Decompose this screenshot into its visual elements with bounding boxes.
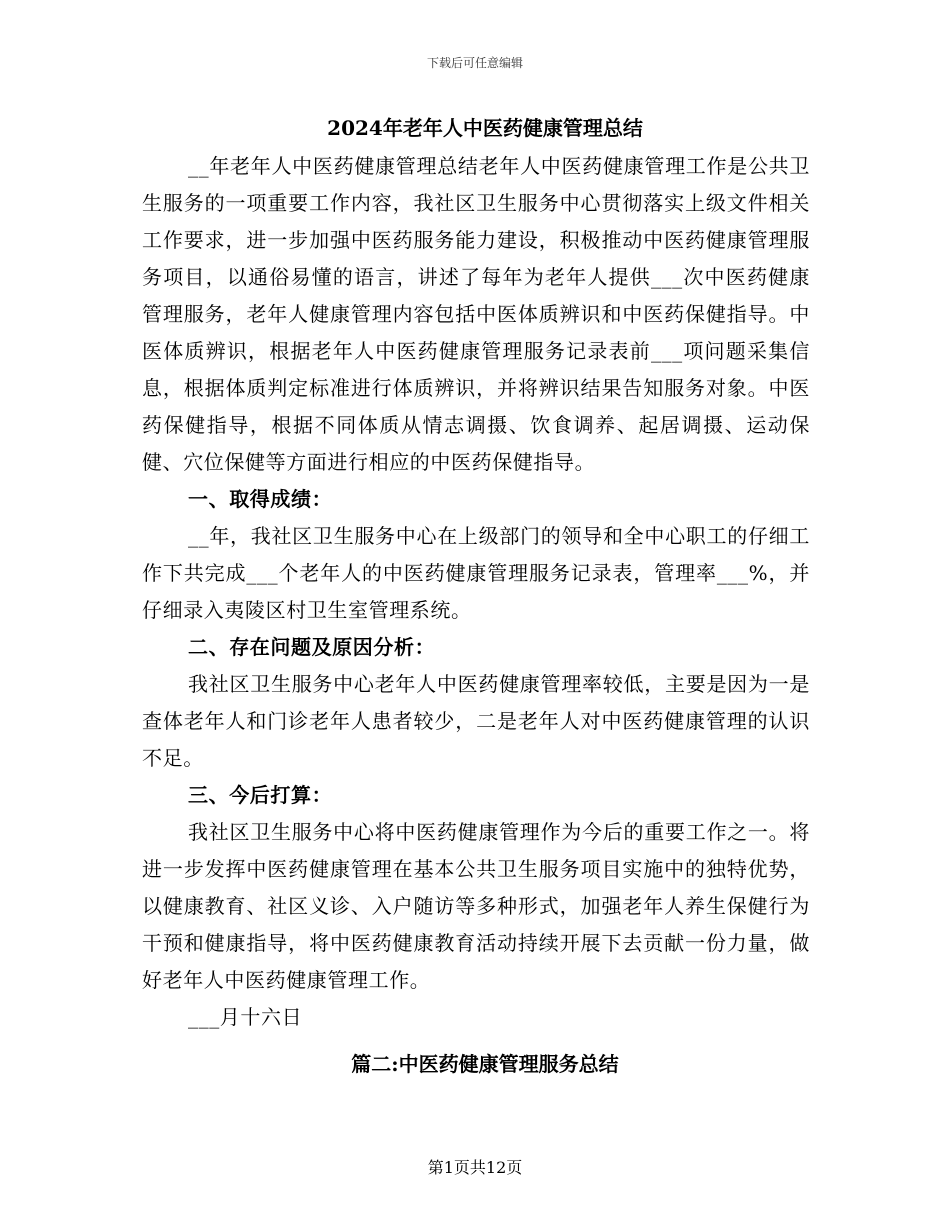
page-footer: 第1页共12页 — [427, 1158, 523, 1177]
document-date: ___月十六日 — [188, 1005, 303, 1029]
document-title: 2024年老年人中医药健康管理总结 — [327, 116, 643, 140]
next-article-title: 篇二:中医药健康管理服务总结 — [351, 1052, 619, 1076]
header-note: 下载后可任意编辑 — [426, 56, 523, 70]
section-heading-plans: 三、今后打算： — [188, 783, 333, 807]
section-body-problems: 我社区卫生服务中心老年人中医药健康管理率较低，主要是因为一是查体老年人和门诊老年人患者较少，二是老年人对中医药健康管理的认识不足。 — [142, 672, 810, 770]
section-heading-achievements: 一、取得成绩： — [188, 487, 333, 511]
section-body-achievements: __年，我社区卫生服务中心在上级部门的领导和全中心职工的仔细工作下共完成___个老年人的中医药健康管理服务记录表，管理率___%，并仔细录入夷陵区村卫生室管理系统。 — [142, 524, 810, 622]
section-heading-problems: 二、存在问题及原因分析： — [188, 635, 436, 659]
section-body-plans: 我社区卫生服务中心将中医药健康管理作为今后的重要工作之一。将进一步发挥中医药健康管理在基本公共卫生服务项目实施中的独特优势，以健康教育、社区义诊、入户随访等多种形式，加强老年人养生保健行为干预和健康指导，将中医药健康教育活动持续开展下去贡献一份力量，做好老年人中医药健康管理工作。 — [142, 820, 810, 992]
document-body — [142, 108, 810, 1083]
intro-paragraph: __年老年人中医药健康管理总结老年人中医药健康管理工作是公共卫生服务的一项重要工作内容，我社区卫生服务中心贯彻落实上级文件相关工作要求，进一步加强中医药服务能力建设，积极推动中医药健康管理服务项目，以通俗易懂的语言，讲述了每年为老年人提供___次中医药健康管理服务，老年人健康管理内容包括中医体质辨识和中医药保健指导。中医体质辨识，根据老年人中医药健康管理服务记录表前___项问题采集信息，根据体质判定标准进行体质辨识，并将辨识结果告知服务对象。中医药保健指导，根据不同体质从情志调摄、饮食调养、起居调摄、运动保健、穴位保健等方面进行相应的中医药保健指导。 — [142, 154, 810, 474]
